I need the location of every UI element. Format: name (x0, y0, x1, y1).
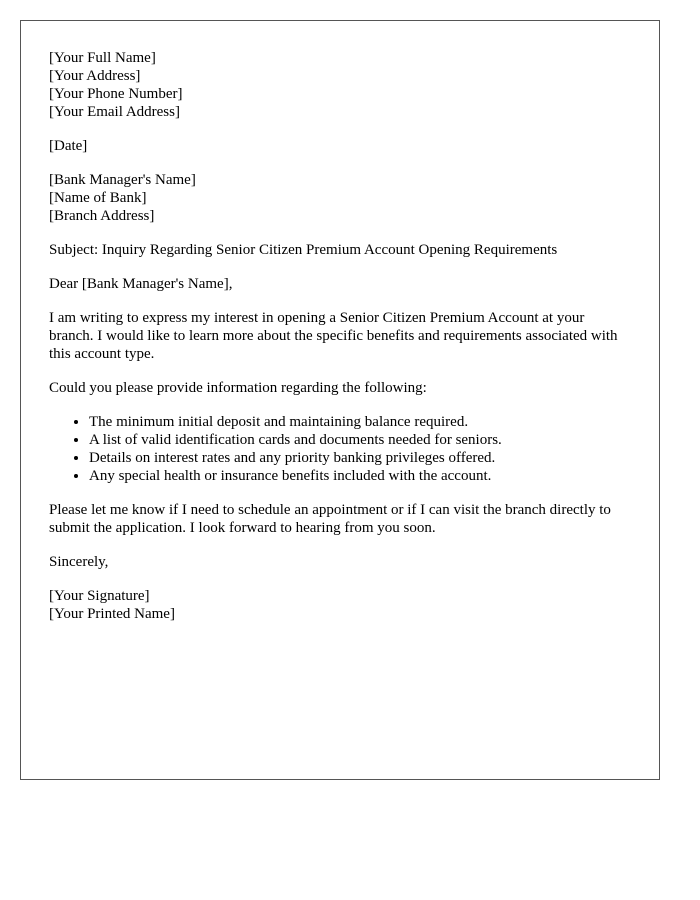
subject-line: Subject: Inquiry Regarding Senior Citizen Premium Account Opening Requirements (49, 242, 558, 258)
requirements-list (49, 413, 631, 485)
body-paragraph-intro: I am writing to express my interest in opening a Senior Citizen Premium Account at your branch. I would like to learn more about the specific benefits and requirements associated with this account type. (49, 310, 618, 362)
sender-block (49, 49, 631, 121)
printed-name: [Your Printed Name] (49, 606, 175, 622)
list-item: • Details on interest rates and any priority banking privileges offered. (89, 449, 631, 467)
letter-page (20, 20, 660, 780)
recipient-bank: [Name of Bank] (49, 190, 147, 206)
sender-email: [Your Email Address] (49, 104, 180, 120)
recipient-block (49, 171, 631, 225)
recipient-branch-address: [Branch Address] (49, 208, 155, 224)
date-block (49, 137, 631, 155)
complimentary-close: Sincerely, (49, 554, 109, 570)
letter-date: [Date] (49, 138, 88, 154)
body-paragraph-request: Could you please provide information regarding the following: (49, 380, 427, 396)
body-paragraph-closing: Please let me know if I need to schedule an appointment or if I can visit the branch directly to submit the application. I look forward to hearing from you soon. (49, 502, 611, 536)
sender-phone: [Your Phone Number] (49, 86, 183, 102)
list-item: • Any special health or insurance benefits included with the account. (89, 467, 631, 485)
salutation: Dear [Bank Manager's Name], (49, 276, 233, 292)
list-item: • A list of valid identification cards and documents needed for seniors. (89, 431, 631, 449)
signature-line: [Your Signature] (49, 588, 150, 604)
recipient-manager: [Bank Manager's Name] (49, 172, 196, 188)
sender-name: [Your Full Name] (49, 50, 156, 66)
list-item: • The minimum initial deposit and maintaining balance required. (89, 413, 631, 431)
signature-block (49, 587, 631, 623)
sender-address: [Your Address] (49, 68, 141, 84)
